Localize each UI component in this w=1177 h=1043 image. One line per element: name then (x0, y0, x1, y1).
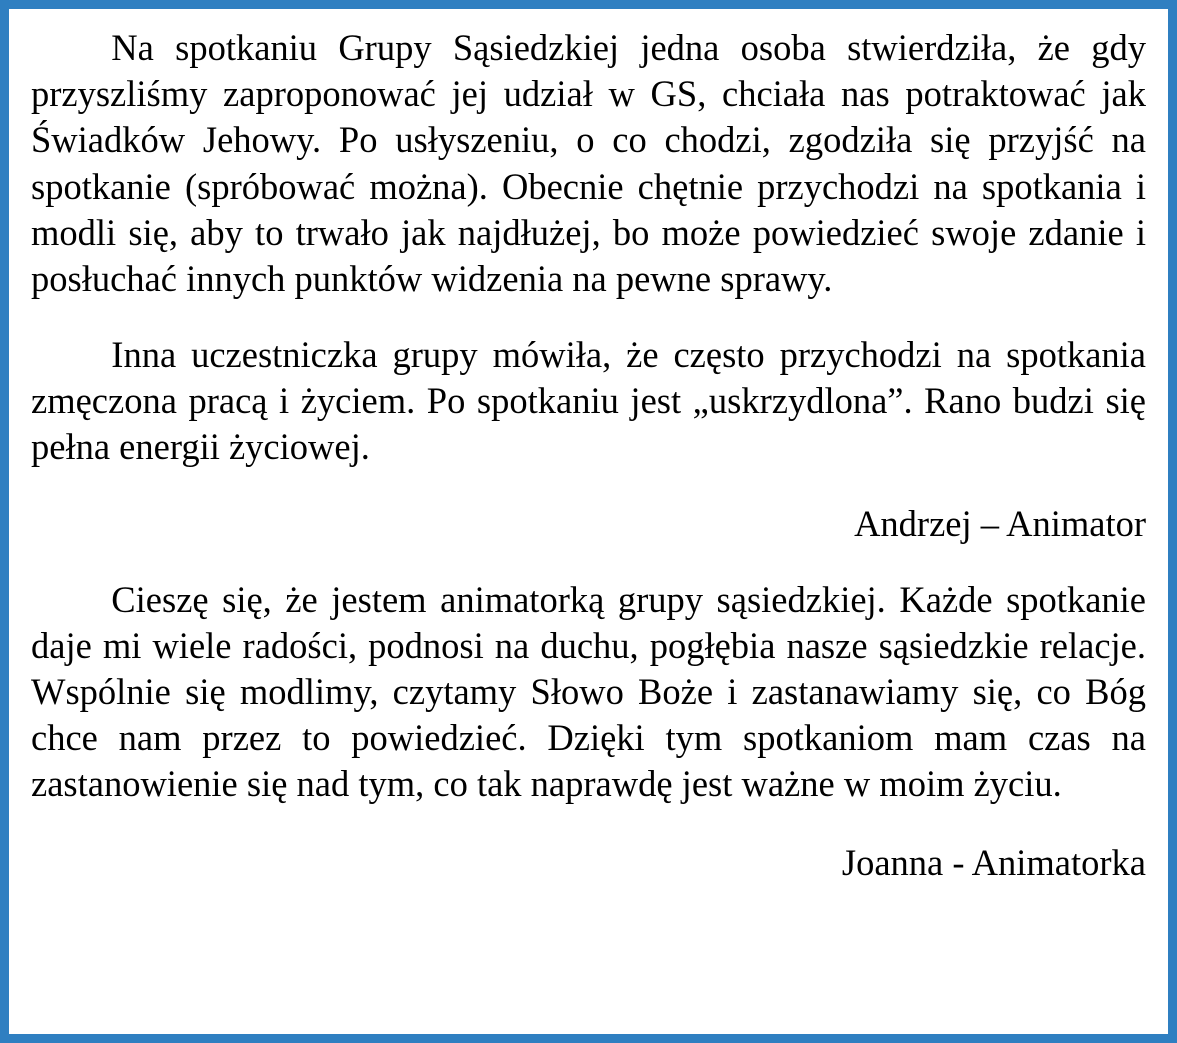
paragraph-second-testimony: Inna uczestniczka grupy mówiła, że często przychodzi na spotkania zmęczona pracą i życiem. Po spotkaniu jest „uskrzydlona”. Rano budzi się pełna energii życiowej. (31, 334, 1146, 468)
signature-spacer-2 (31, 808, 1146, 840)
paragraph-spacer (31, 302, 1146, 332)
signature-andrzej: Andrzej – Animator (854, 502, 1146, 544)
paragraph-third-testimony: Cieszę się, że jestem animatorką grupy sąsiedzkiej. Każde spotkanie daje mi wiele radości, podnosi na duchu, pogłębia nasze sąsiedzkie relacje. Wspólnie się modlimy, czytamy Słowo Boże i zastanawiamy się, co Bóg chce nam przez to powiedzieć. Dzięki tym spotkaniom mam czas na zastanowienie się nad tym, co tak naprawdę jest ważne w moim życiu. (31, 578, 1146, 805)
paragraph-first-testimony: Na spotkaniu Grupy Sąsiedzkiej jedna osoba stwierdziła, że gdy przyszliśmy zaproponować jej udział w GS, chciała nas potraktować jak Świadków Jehowy. Po usłyszeniu, o co chodzi, zgodziła się przyjść na spotkanie (spróbować można). Obecnie chętnie przychodzi na spotkania i modli się, aby to trwało jak najdłużej, bo może powiedzieć swoje zdanie i posłuchać innych punktów widzenia na pewne sprawy. (31, 27, 1146, 299)
signature-joanna: Joanna - Animatorka (841, 841, 1146, 883)
signature-spacer (31, 471, 1146, 501)
paragraph-spacer-2 (31, 547, 1146, 577)
